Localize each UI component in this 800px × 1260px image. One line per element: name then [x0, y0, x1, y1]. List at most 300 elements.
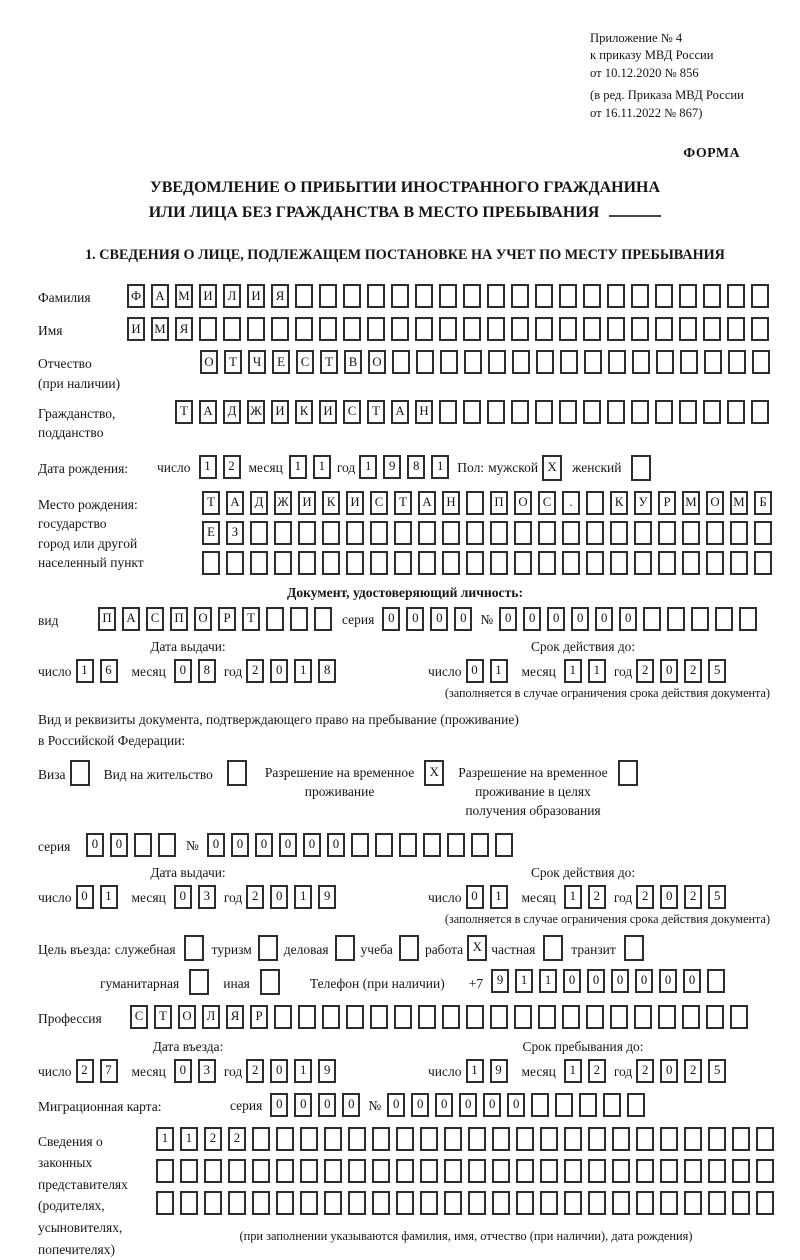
char-cell[interactable] — [370, 521, 388, 545]
char-cell[interactable] — [228, 1159, 246, 1183]
char-cell[interactable] — [180, 1191, 198, 1215]
char-cell[interactable] — [351, 833, 369, 857]
char-cell[interactable] — [756, 1127, 774, 1151]
doc-type-input[interactable] — [98, 607, 332, 631]
char-cell[interactable]: Р — [250, 1005, 268, 1029]
char-cell[interactable] — [252, 1191, 270, 1215]
char-cell[interactable] — [258, 935, 278, 961]
char-cell[interactable] — [730, 551, 748, 575]
char-cell[interactable] — [560, 350, 578, 374]
char-cell[interactable] — [730, 1005, 748, 1029]
char-cell[interactable] — [706, 521, 724, 545]
purpose-other-checkbox[interactable] — [260, 969, 280, 995]
char-cell[interactable] — [682, 521, 700, 545]
char-cell[interactable]: 1 — [564, 885, 582, 909]
residence-expiry-month[interactable] — [564, 885, 606, 909]
char-cell[interactable]: К — [322, 491, 340, 515]
char-cell[interactable]: Т — [242, 607, 260, 631]
char-cell[interactable]: 0 — [303, 833, 321, 857]
char-cell[interactable] — [70, 760, 90, 786]
char-cell[interactable]: А — [226, 491, 244, 515]
visa-checkbox[interactable] — [70, 760, 90, 786]
char-cell[interactable]: С — [538, 491, 556, 515]
char-cell[interactable]: 1 — [289, 455, 307, 479]
char-cell[interactable] — [559, 284, 577, 308]
char-cell[interactable] — [624, 935, 644, 961]
char-cell[interactable] — [463, 400, 481, 424]
doc-number-input[interactable] — [499, 607, 757, 631]
char-cell[interactable] — [372, 1127, 390, 1151]
entry-date-month[interactable] — [174, 1059, 216, 1083]
char-cell[interactable] — [634, 1005, 652, 1029]
char-cell[interactable]: 1 — [431, 455, 449, 479]
char-cell[interactable] — [396, 1127, 414, 1151]
char-cell[interactable]: Т — [320, 350, 338, 374]
char-cell[interactable] — [298, 521, 316, 545]
char-cell[interactable]: 1 — [490, 659, 508, 683]
char-cell[interactable] — [418, 1005, 436, 1029]
char-cell[interactable] — [679, 284, 697, 308]
char-cell[interactable] — [156, 1159, 174, 1183]
char-cell[interactable]: 0 — [270, 1093, 288, 1117]
char-cell[interactable] — [684, 1127, 702, 1151]
char-cell[interactable]: 0 — [435, 1093, 453, 1117]
char-cell[interactable] — [463, 317, 481, 341]
char-cell[interactable] — [260, 969, 280, 995]
char-cell[interactable]: 0 — [231, 833, 249, 857]
char-cell[interactable] — [514, 521, 532, 545]
representatives-input-row1[interactable] — [156, 1127, 774, 1151]
char-cell[interactable] — [391, 317, 409, 341]
char-cell[interactable]: И — [247, 284, 265, 308]
char-cell[interactable]: 2 — [246, 659, 264, 683]
char-cell[interactable]: 0 — [571, 607, 589, 631]
char-cell[interactable] — [370, 1005, 388, 1029]
char-cell[interactable] — [531, 1093, 549, 1117]
char-cell[interactable] — [418, 521, 436, 545]
representatives-input-row2[interactable] — [156, 1159, 774, 1183]
char-cell[interactable]: 0 — [499, 607, 517, 631]
identity-expiry-year[interactable] — [636, 659, 726, 683]
char-cell[interactable] — [538, 1005, 556, 1029]
char-cell[interactable] — [463, 284, 481, 308]
char-cell[interactable] — [468, 1159, 486, 1183]
char-cell[interactable] — [562, 1005, 580, 1029]
char-cell[interactable] — [487, 317, 505, 341]
char-cell[interactable]: Н — [442, 491, 460, 515]
char-cell[interactable] — [276, 1127, 294, 1151]
char-cell[interactable]: А — [391, 400, 409, 424]
char-cell[interactable]: 8 — [198, 659, 216, 683]
char-cell[interactable]: 5 — [708, 885, 726, 909]
char-cell[interactable] — [439, 400, 457, 424]
char-cell[interactable] — [495, 833, 513, 857]
char-cell[interactable]: Т — [202, 491, 220, 515]
char-cell[interactable] — [250, 551, 268, 575]
firstname-input[interactable] — [127, 317, 769, 341]
char-cell[interactable] — [540, 1127, 558, 1151]
char-cell[interactable] — [271, 317, 289, 341]
char-cell[interactable]: 0 — [466, 659, 484, 683]
char-cell[interactable]: 9 — [383, 455, 401, 479]
purpose-private-checkbox[interactable] — [543, 935, 563, 961]
char-cell[interactable] — [754, 521, 772, 545]
char-cell[interactable] — [492, 1127, 510, 1151]
char-cell[interactable]: С — [343, 400, 361, 424]
char-cell[interactable]: 1 — [294, 659, 312, 683]
char-cell[interactable] — [756, 1191, 774, 1215]
char-cell[interactable] — [184, 935, 204, 961]
char-cell[interactable]: 1 — [564, 1059, 582, 1083]
char-cell[interactable] — [370, 551, 388, 575]
char-cell[interactable]: 0 — [342, 1093, 360, 1117]
char-cell[interactable] — [324, 1191, 342, 1215]
char-cell[interactable]: 2 — [636, 885, 654, 909]
char-cell[interactable]: 2 — [228, 1127, 246, 1151]
entry-date-day[interactable] — [76, 1059, 118, 1083]
char-cell[interactable] — [516, 1191, 534, 1215]
char-cell[interactable] — [586, 551, 604, 575]
char-cell[interactable] — [538, 551, 556, 575]
char-cell[interactable]: 1 — [294, 1059, 312, 1083]
char-cell[interactable] — [588, 1127, 606, 1151]
char-cell[interactable] — [564, 1127, 582, 1151]
char-cell[interactable]: 0 — [635, 969, 653, 993]
char-cell[interactable]: 0 — [86, 833, 104, 857]
char-cell[interactable] — [399, 833, 417, 857]
doc-series-input[interactable] — [382, 607, 472, 631]
char-cell[interactable] — [490, 521, 508, 545]
char-cell[interactable]: 1 — [588, 659, 606, 683]
char-cell[interactable] — [423, 833, 441, 857]
char-cell[interactable] — [727, 317, 745, 341]
char-cell[interactable] — [487, 284, 505, 308]
citizenship-input[interactable] — [175, 400, 769, 424]
char-cell[interactable] — [348, 1191, 366, 1215]
char-cell[interactable]: 1 — [564, 659, 582, 683]
char-cell[interactable] — [607, 317, 625, 341]
identity-issue-day[interactable] — [76, 659, 118, 683]
char-cell[interactable] — [274, 521, 292, 545]
char-cell[interactable] — [466, 491, 484, 515]
char-cell[interactable] — [660, 1159, 678, 1183]
char-cell[interactable]: О — [194, 607, 212, 631]
char-cell[interactable]: 0 — [406, 607, 424, 631]
char-cell[interactable] — [322, 1005, 340, 1029]
char-cell[interactable] — [679, 400, 697, 424]
char-cell[interactable]: X — [542, 455, 562, 481]
char-cell[interactable]: 9 — [491, 969, 509, 993]
char-cell[interactable]: З — [226, 521, 244, 545]
char-cell[interactable]: С — [370, 491, 388, 515]
char-cell[interactable] — [418, 551, 436, 575]
char-cell[interactable]: 3 — [198, 885, 216, 909]
char-cell[interactable]: О — [178, 1005, 196, 1029]
char-cell[interactable] — [295, 317, 313, 341]
char-cell[interactable] — [300, 1191, 318, 1215]
char-cell[interactable] — [612, 1191, 630, 1215]
char-cell[interactable]: О — [706, 491, 724, 515]
char-cell[interactable] — [631, 400, 649, 424]
char-cell[interactable] — [715, 607, 733, 631]
char-cell[interactable]: М — [730, 491, 748, 515]
char-cell[interactable]: И — [319, 400, 337, 424]
char-cell[interactable] — [372, 1159, 390, 1183]
char-cell[interactable]: Т — [367, 400, 385, 424]
char-cell[interactable] — [728, 350, 746, 374]
char-cell[interactable] — [691, 607, 709, 631]
residence-issue-year[interactable] — [246, 885, 336, 909]
char-cell[interactable] — [322, 521, 340, 545]
char-cell[interactable] — [367, 284, 385, 308]
birthplace-input-row1[interactable] — [202, 491, 772, 515]
char-cell[interactable]: И — [127, 317, 145, 341]
char-cell[interactable]: М — [682, 491, 700, 515]
char-cell[interactable]: Л — [202, 1005, 220, 1029]
char-cell[interactable] — [610, 521, 628, 545]
char-cell[interactable] — [603, 1093, 621, 1117]
char-cell[interactable] — [679, 317, 697, 341]
char-cell[interactable]: А — [199, 400, 217, 424]
birth-day-input[interactable] — [199, 455, 241, 479]
char-cell[interactable]: 1 — [76, 659, 94, 683]
residence-number-input[interactable] — [207, 833, 513, 857]
char-cell[interactable] — [538, 521, 556, 545]
char-cell[interactable] — [540, 1159, 558, 1183]
char-cell[interactable] — [540, 1191, 558, 1215]
char-cell[interactable] — [420, 1159, 438, 1183]
char-cell[interactable]: 8 — [318, 659, 336, 683]
char-cell[interactable] — [634, 551, 652, 575]
residence-permit-checkbox[interactable] — [227, 760, 247, 786]
purpose-business-checkbox[interactable] — [335, 935, 355, 961]
char-cell[interactable] — [204, 1191, 222, 1215]
char-cell[interactable] — [751, 284, 769, 308]
birthplace-input-row2[interactable] — [202, 521, 772, 545]
char-cell[interactable] — [703, 317, 721, 341]
char-cell[interactable] — [732, 1191, 750, 1215]
char-cell[interactable] — [684, 1159, 702, 1183]
char-cell[interactable]: Б — [754, 491, 772, 515]
identity-expiry-day[interactable] — [466, 659, 508, 683]
representatives-input-row3[interactable] — [156, 1191, 774, 1215]
char-cell[interactable]: 2 — [204, 1127, 222, 1151]
char-cell[interactable]: 0 — [563, 969, 581, 993]
char-cell[interactable]: Д — [250, 491, 268, 515]
char-cell[interactable]: 0 — [547, 607, 565, 631]
char-cell[interactable]: Ф — [127, 284, 145, 308]
profession-input[interactable] — [130, 1005, 748, 1029]
char-cell[interactable]: X — [467, 935, 487, 961]
char-cell[interactable] — [708, 1191, 726, 1215]
char-cell[interactable]: Т — [175, 400, 193, 424]
char-cell[interactable]: 0 — [660, 885, 678, 909]
char-cell[interactable] — [684, 1191, 702, 1215]
char-cell[interactable] — [655, 284, 673, 308]
birth-month-input[interactable] — [289, 455, 331, 479]
purpose-humanitarian-checkbox[interactable] — [189, 969, 209, 995]
char-cell[interactable]: 0 — [683, 969, 701, 993]
char-cell[interactable] — [300, 1159, 318, 1183]
char-cell[interactable]: В — [344, 350, 362, 374]
migration-series-input[interactable] — [270, 1093, 360, 1117]
char-cell[interactable]: 1 — [199, 455, 217, 479]
char-cell[interactable] — [226, 551, 244, 575]
char-cell[interactable]: 0 — [382, 607, 400, 631]
birth-year-input[interactable] — [359, 455, 449, 479]
char-cell[interactable] — [562, 521, 580, 545]
char-cell[interactable]: . — [562, 491, 580, 515]
char-cell[interactable] — [295, 284, 313, 308]
char-cell[interactable]: 0 — [270, 885, 288, 909]
char-cell[interactable] — [631, 455, 651, 481]
char-cell[interactable] — [739, 607, 757, 631]
char-cell[interactable]: 0 — [318, 1093, 336, 1117]
char-cell[interactable] — [444, 1159, 462, 1183]
purpose-official-checkbox[interactable] — [184, 935, 204, 961]
char-cell[interactable] — [658, 521, 676, 545]
char-cell[interactable]: И — [271, 400, 289, 424]
char-cell[interactable] — [247, 317, 265, 341]
char-cell[interactable] — [346, 551, 364, 575]
migration-number-input[interactable] — [387, 1093, 645, 1117]
char-cell[interactable]: 1 — [490, 885, 508, 909]
char-cell[interactable] — [394, 1005, 412, 1029]
char-cell[interactable] — [559, 317, 577, 341]
char-cell[interactable] — [300, 1127, 318, 1151]
char-cell[interactable] — [202, 551, 220, 575]
char-cell[interactable] — [583, 317, 601, 341]
char-cell[interactable]: Т — [154, 1005, 172, 1029]
char-cell[interactable]: Я — [175, 317, 193, 341]
char-cell[interactable]: 0 — [660, 1059, 678, 1083]
char-cell[interactable] — [655, 400, 673, 424]
char-cell[interactable] — [444, 1127, 462, 1151]
char-cell[interactable]: 0 — [270, 659, 288, 683]
rvp-checkbox[interactable] — [424, 760, 444, 786]
char-cell[interactable] — [367, 317, 385, 341]
char-cell[interactable] — [394, 521, 412, 545]
char-cell[interactable]: К — [610, 491, 628, 515]
char-cell[interactable] — [536, 350, 554, 374]
char-cell[interactable] — [707, 969, 725, 993]
char-cell[interactable]: О — [200, 350, 218, 374]
char-cell[interactable] — [708, 1127, 726, 1151]
char-cell[interactable]: 0 — [110, 833, 128, 857]
stay-until-year[interactable] — [636, 1059, 726, 1083]
char-cell[interactable]: 0 — [523, 607, 541, 631]
char-cell[interactable]: М — [151, 317, 169, 341]
char-cell[interactable] — [189, 969, 209, 995]
char-cell[interactable]: К — [295, 400, 313, 424]
char-cell[interactable] — [324, 1127, 342, 1151]
char-cell[interactable] — [228, 1191, 246, 1215]
char-cell[interactable] — [396, 1191, 414, 1215]
char-cell[interactable]: Н — [415, 400, 433, 424]
char-cell[interactable]: 0 — [174, 885, 192, 909]
char-cell[interactable] — [266, 607, 284, 631]
char-cell[interactable] — [439, 284, 457, 308]
char-cell[interactable]: 9 — [318, 885, 336, 909]
char-cell[interactable]: 2 — [246, 885, 264, 909]
identity-issue-month[interactable] — [174, 659, 216, 683]
char-cell[interactable] — [348, 1159, 366, 1183]
char-cell[interactable] — [442, 1005, 460, 1029]
char-cell[interactable]: Ч — [248, 350, 266, 374]
char-cell[interactable] — [252, 1127, 270, 1151]
char-cell[interactable] — [706, 1005, 724, 1029]
char-cell[interactable] — [634, 521, 652, 545]
char-cell[interactable]: 0 — [207, 833, 225, 857]
char-cell[interactable] — [227, 760, 247, 786]
residence-issue-month[interactable] — [174, 885, 216, 909]
char-cell[interactable] — [158, 833, 176, 857]
char-cell[interactable] — [416, 350, 434, 374]
char-cell[interactable]: И — [298, 491, 316, 515]
char-cell[interactable]: 0 — [279, 833, 297, 857]
char-cell[interactable]: 0 — [587, 969, 605, 993]
char-cell[interactable] — [636, 1127, 654, 1151]
char-cell[interactable] — [156, 1191, 174, 1215]
char-cell[interactable] — [314, 607, 332, 631]
char-cell[interactable]: 1 — [539, 969, 557, 993]
char-cell[interactable]: 0 — [174, 1059, 192, 1083]
phone-input[interactable] — [491, 969, 725, 993]
char-cell[interactable] — [276, 1191, 294, 1215]
char-cell[interactable]: 0 — [174, 659, 192, 683]
char-cell[interactable]: 2 — [223, 455, 241, 479]
char-cell[interactable] — [682, 551, 700, 575]
char-cell[interactable] — [579, 1093, 597, 1117]
char-cell[interactable] — [754, 551, 772, 575]
char-cell[interactable]: 0 — [387, 1093, 405, 1117]
char-cell[interactable] — [751, 400, 769, 424]
char-cell[interactable]: 0 — [619, 607, 637, 631]
char-cell[interactable]: Р — [658, 491, 676, 515]
char-cell[interactable]: 1 — [294, 885, 312, 909]
char-cell[interactable] — [274, 551, 292, 575]
char-cell[interactable] — [471, 833, 489, 857]
char-cell[interactable]: М — [175, 284, 193, 308]
char-cell[interactable]: 0 — [459, 1093, 477, 1117]
char-cell[interactable] — [660, 1191, 678, 1215]
char-cell[interactable] — [420, 1127, 438, 1151]
char-cell[interactable] — [555, 1093, 573, 1117]
purpose-study-checkbox[interactable] — [399, 935, 419, 961]
char-cell[interactable] — [612, 1127, 630, 1151]
char-cell[interactable] — [706, 551, 724, 575]
char-cell[interactable]: Е — [272, 350, 290, 374]
char-cell[interactable] — [490, 1005, 508, 1029]
char-cell[interactable] — [488, 350, 506, 374]
char-cell[interactable]: 0 — [76, 885, 94, 909]
char-cell[interactable] — [511, 317, 529, 341]
char-cell[interactable] — [274, 1005, 292, 1029]
char-cell[interactable]: X — [424, 760, 444, 786]
char-cell[interactable] — [391, 284, 409, 308]
char-cell[interactable] — [535, 400, 553, 424]
char-cell[interactable] — [396, 1159, 414, 1183]
identity-expiry-month[interactable] — [564, 659, 606, 683]
char-cell[interactable] — [516, 1159, 534, 1183]
entry-date-year[interactable] — [246, 1059, 336, 1083]
char-cell[interactable] — [655, 317, 673, 341]
char-cell[interactable] — [466, 521, 484, 545]
char-cell[interactable] — [375, 833, 393, 857]
char-cell[interactable] — [730, 521, 748, 545]
char-cell[interactable] — [704, 350, 722, 374]
char-cell[interactable] — [667, 607, 685, 631]
